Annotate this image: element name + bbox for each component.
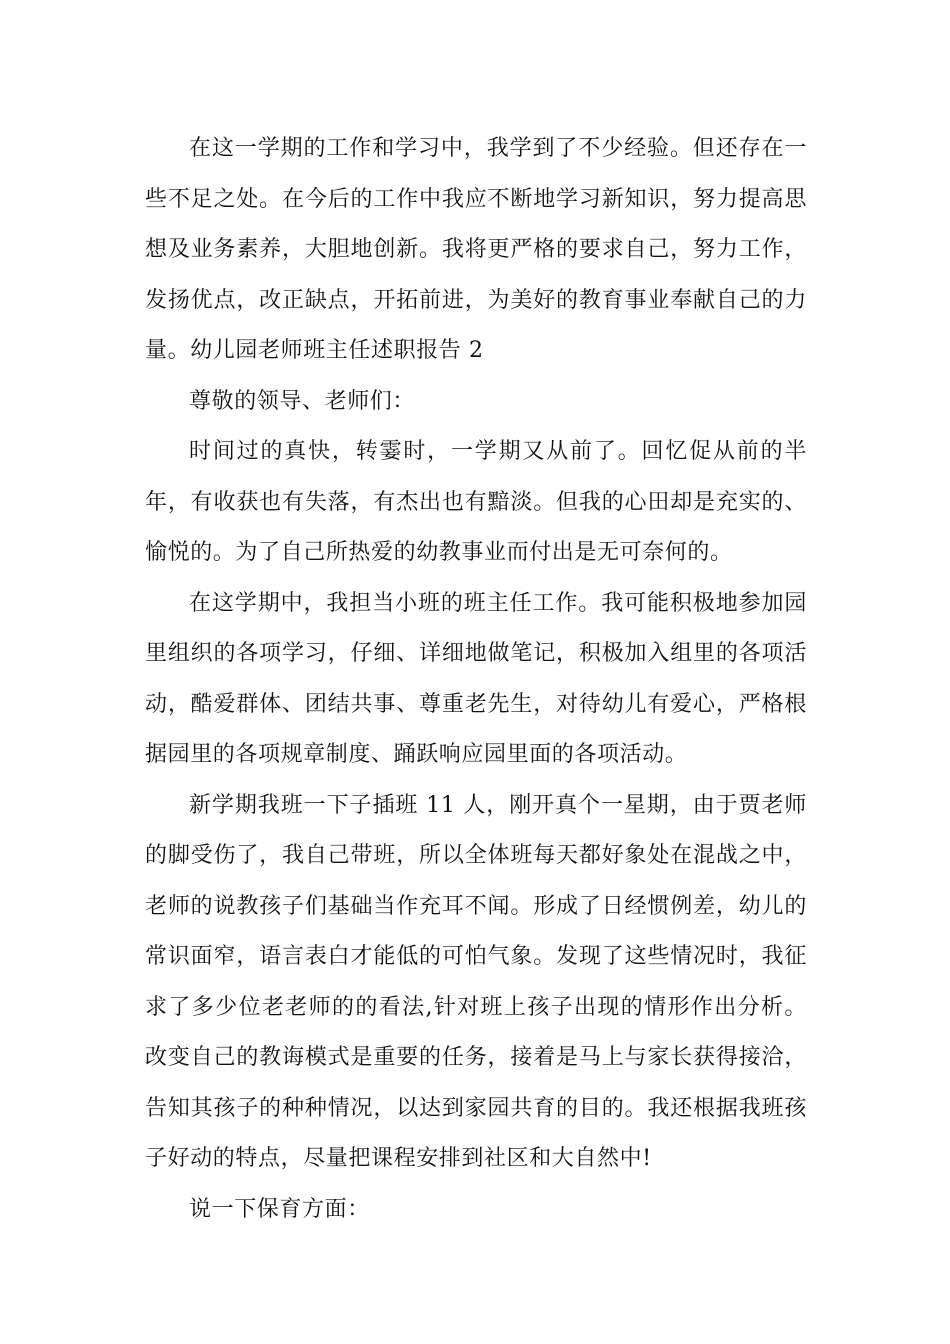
paragraph-duties: 在这学期中，我担当小班的班主任工作。我可能积极地参加园里组织的各项学习，仔细、详细地做笔记，积极加入组里的各项活动，酷爱群体、团结共事、尊重老先生，对待幼儿有爱心，严格根据园里的各项规章制度、踊跃响应园里面的各项活动。 — [145, 590, 807, 767]
paragraph-summary: 在这一学期的工作和学习中，我学到了不少经验。但还存在一些不足之处。在今后的工作中我应不断地学习新知识，努力提高思想及业务素养，大胆地创新。我将更严格的要求自己，努力工作，发扬优点，改正缺点，开拓前进，为美好的教育事业奉献自己的力量。幼儿园老师班主任述职报告 2 — [145, 136, 807, 363]
paragraph-salutation: 尊敬的领导、老师们： — [189, 388, 416, 414]
paragraph-new-semester: 新学期我班一下子插班 11 人，刚开真个一星期，由于贾老师的脚受伤了，我自己带班，所以全体班每天都好象处在混战之中，老师的说教孩子们基础当作充耳不闻。形成了日经惯例差，幼儿的常识面窄，语言表白才能低的可怕气象。发现了这些情况时，我征求了多少位老老师的的看法,针对班上孩子出现的情形作出分析。改变自己的教诲模式是重要的任务，接着是马上与家长获得接洽，告知其孩子的种种情况，以达到家园共育的目的。我还根据我班孩子好动的特点，尽量把课程安排到社区和大自然中! — [145, 792, 807, 1171]
paragraph-reflection: 时间过的真快，转霎时，一学期又从前了。回忆促从前的半年，有收获也有失落，有杰出也有黯淡。但我的心田却是充实的、愉悦的。为了自己所热爱的幼教事业而付出是无可奈何的。 — [145, 439, 807, 565]
paragraph-care-heading: 说一下保育方面： — [189, 1196, 370, 1222]
document-body — [145, 124, 807, 1235]
